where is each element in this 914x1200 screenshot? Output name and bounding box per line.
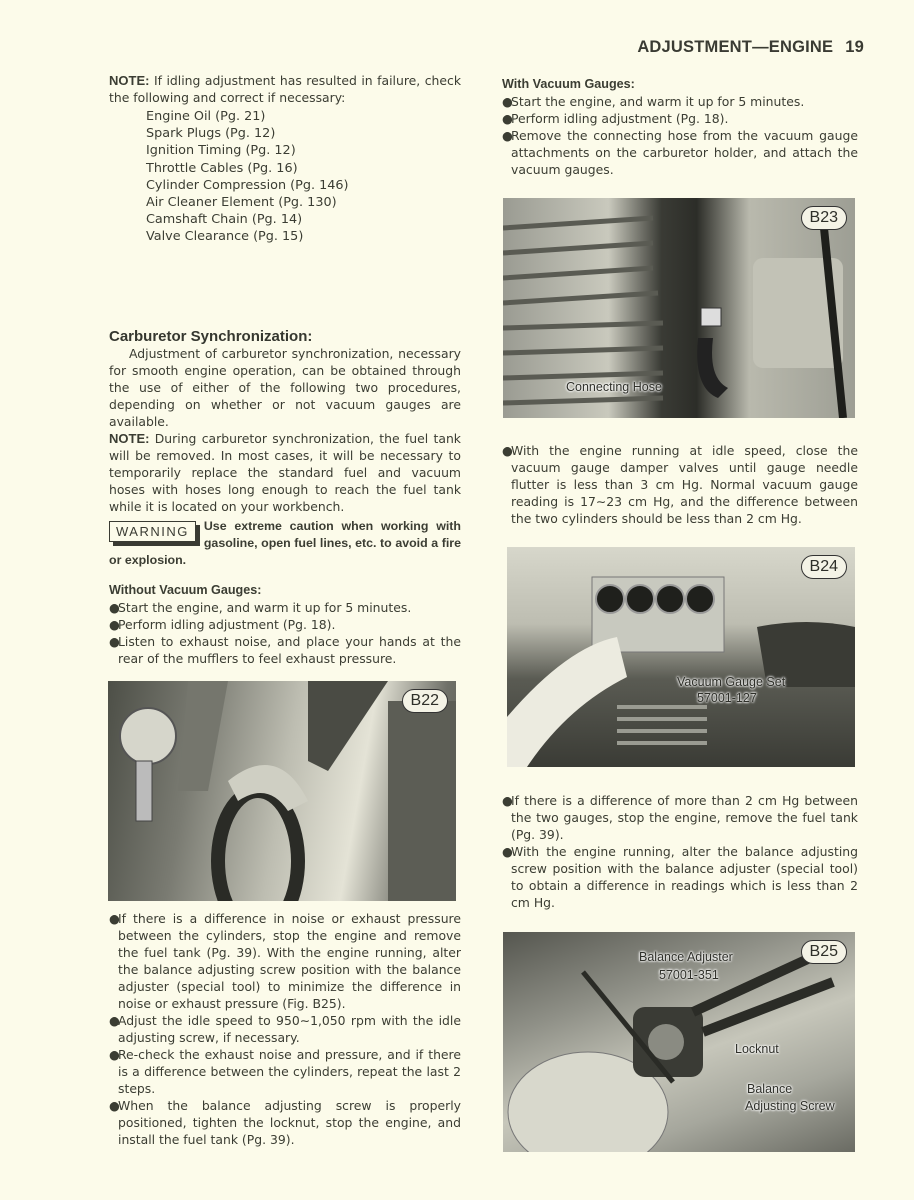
step-item: ●If there is a difference in noise or exhaust pressure between the cylinders, stop the engine and remove the fuel tank (Pg. 39). With the engine running, alter the balance adjusting screw position with the balance adjuster (special tool) to minimize the difference in noise or exhaust pressure (Fig. B25). xyxy=(109,911,461,1011)
bullet-icon: ● xyxy=(109,600,120,615)
figure-b22-photo xyxy=(108,681,456,901)
figure-tag: B24 xyxy=(801,555,847,579)
bullet-icon: ● xyxy=(502,844,513,859)
figure-b25-photo xyxy=(503,932,855,1152)
with-gauges-heading: With Vacuum Gauges: xyxy=(502,77,635,91)
bullet-icon: ● xyxy=(109,1047,120,1062)
balance-steps xyxy=(109,910,461,1148)
check-item: Camshaft Chain (Pg. 14) xyxy=(146,212,303,228)
check-item: Engine Oil (Pg. 21) xyxy=(146,109,266,124)
carburetor-sync-section xyxy=(109,328,461,569)
bullet-icon: ● xyxy=(109,634,120,649)
step-item: ●Perform idling adjustment (Pg. 18). xyxy=(109,617,336,632)
check-item: Throttle Cables (Pg. 16) xyxy=(146,160,298,176)
section-title: ADJUSTMENT—ENGINE xyxy=(637,38,834,56)
figure-tag: B25 xyxy=(801,940,847,964)
callout-adjusting-screw: Adjusting Screw xyxy=(745,1099,835,1113)
check-list xyxy=(146,108,461,246)
photo-vacuum-gauge-set xyxy=(507,547,855,767)
carb-sync-note xyxy=(109,430,461,515)
callout-locknut: Locknut xyxy=(735,1042,779,1056)
check-item: Spark Plugs (Pg. 12) xyxy=(146,126,276,142)
photo-balance-adjuster xyxy=(503,932,855,1152)
step-item: ●Start the engine, and warm it up for 5 minutes. xyxy=(502,94,805,109)
check-item: Air Cleaner Element (Pg. 130) xyxy=(146,195,337,211)
check-item: Valve Clearance (Pg. 15) xyxy=(146,229,304,245)
step-item: ●With the engine running, alter the balance adjusting screw position with the balance adjuster (special tool) to obtain a difference in readings which is less than 2 cm Hg. xyxy=(502,844,858,910)
bullet-icon: ● xyxy=(502,443,513,458)
difference-steps xyxy=(502,792,858,911)
check-item: Cylinder Compression (Pg. 146) xyxy=(146,177,349,193)
bullet-icon: ● xyxy=(109,617,120,632)
warning-block xyxy=(109,518,461,569)
step-item: ●Remove the connecting hose from the vacuum gauge attachments on the carburetor holder, and attach the vacuum gauges. xyxy=(502,128,858,177)
bullet-icon: ● xyxy=(502,793,513,808)
bullet-icon: ● xyxy=(109,1013,120,1028)
callout-adjuster-part-number: 57001-351 xyxy=(659,968,719,982)
bullet-icon: ● xyxy=(502,111,513,126)
step-item: ●Perform idling adjustment (Pg. 18). xyxy=(502,111,729,126)
warning-badge: WARNING xyxy=(109,521,196,542)
idle-speed-step xyxy=(502,442,858,527)
check-item: Ignition Timing (Pg. 12) xyxy=(146,143,296,159)
running-header xyxy=(637,38,864,57)
bullet-icon: ● xyxy=(502,128,513,143)
step-item: ●Re-check the exhaust noise and pressure, and if there is a difference between the cylinders, repeat the last 2 steps. xyxy=(109,1047,461,1096)
callout-connecting-hose: Connecting Hose xyxy=(566,380,662,394)
with-gauges-section xyxy=(502,76,858,178)
step-item: ●With the engine running at idle speed, close the vacuum gauge damper valves until gauge needle flutter is less than 3 cm Hg. Normal vacuum gauge reading is 17∼23 cm Hg, and the difference between the two cylinders should be less than 2 cm Hg. xyxy=(502,443,858,526)
figure-b23-photo xyxy=(503,198,855,418)
without-gauges-section xyxy=(109,582,461,667)
note-text: During carburetor synchronization, the fuel tank will be removed. In most cases, it will be necessary to temporarily replace the standard fuel and vacuum hoses with hoses long enough to reach the fuel tank while it is located on your workbench. xyxy=(109,431,461,514)
step-item: ●If there is a difference of more than 2 cm Hg between the two gauges, stop the engine, remove the fuel tank (Pg. 39). xyxy=(502,793,858,842)
photo-engine-cylinder xyxy=(503,198,855,418)
carb-sync-intro: Adjustment of carburetor synchronization, necessary for smooth engine operation, can be obtained through the use of either of the following two procedures, depending on whether or not vacuum gauges are available. xyxy=(109,346,461,429)
note-paragraph xyxy=(109,72,461,106)
step-item: ●Listen to exhaust noise, and place your hands at the rear of the mufflers to feel exhaust pressure. xyxy=(109,634,461,666)
step-item: ●Adjust the idle speed to 950∼1,050 rpm with the idle adjusting screw, if necessary. xyxy=(109,1013,461,1045)
note-label: NOTE: xyxy=(109,431,150,446)
photo-rear-wheel xyxy=(108,681,456,901)
callout-vacuum-gauge-set: Vacuum Gauge Set xyxy=(677,675,786,689)
warning-text: Use extreme caution when working with gasoline, open fuel lines, etc. to avoid a fire or explosion. xyxy=(109,519,461,567)
figure-tag: B22 xyxy=(402,689,448,713)
callout-balance-adjuster: Balance Adjuster xyxy=(639,950,733,964)
bullet-icon: ● xyxy=(109,911,120,926)
note-idling-failure xyxy=(109,72,461,246)
note-text: If idling adjustment has resulted in failure, check the following and correct if necessary: xyxy=(109,73,461,105)
step-item: ●Start the engine, and warm it up for 5 minutes. xyxy=(109,600,412,615)
bullet-icon: ● xyxy=(502,94,513,109)
page-number: 19 xyxy=(845,38,864,56)
figure-b24-photo xyxy=(507,547,855,767)
figure-tag: B23 xyxy=(801,206,847,230)
carb-sync-heading: Carburetor Synchronization: xyxy=(109,328,313,345)
step-item: ●When the balance adjusting screw is properly positioned, tighten the locknut, stop the engine, and install the fuel tank (Pg. 39). xyxy=(109,1098,461,1147)
callout-balance-label: Balance xyxy=(747,1082,793,1096)
note-label: NOTE: xyxy=(109,73,150,88)
callout-gauge-part-number: 57001-127 xyxy=(697,691,757,705)
bullet-icon: ● xyxy=(109,1098,120,1113)
without-gauges-heading: Without Vacuum Gauges: xyxy=(109,583,262,597)
